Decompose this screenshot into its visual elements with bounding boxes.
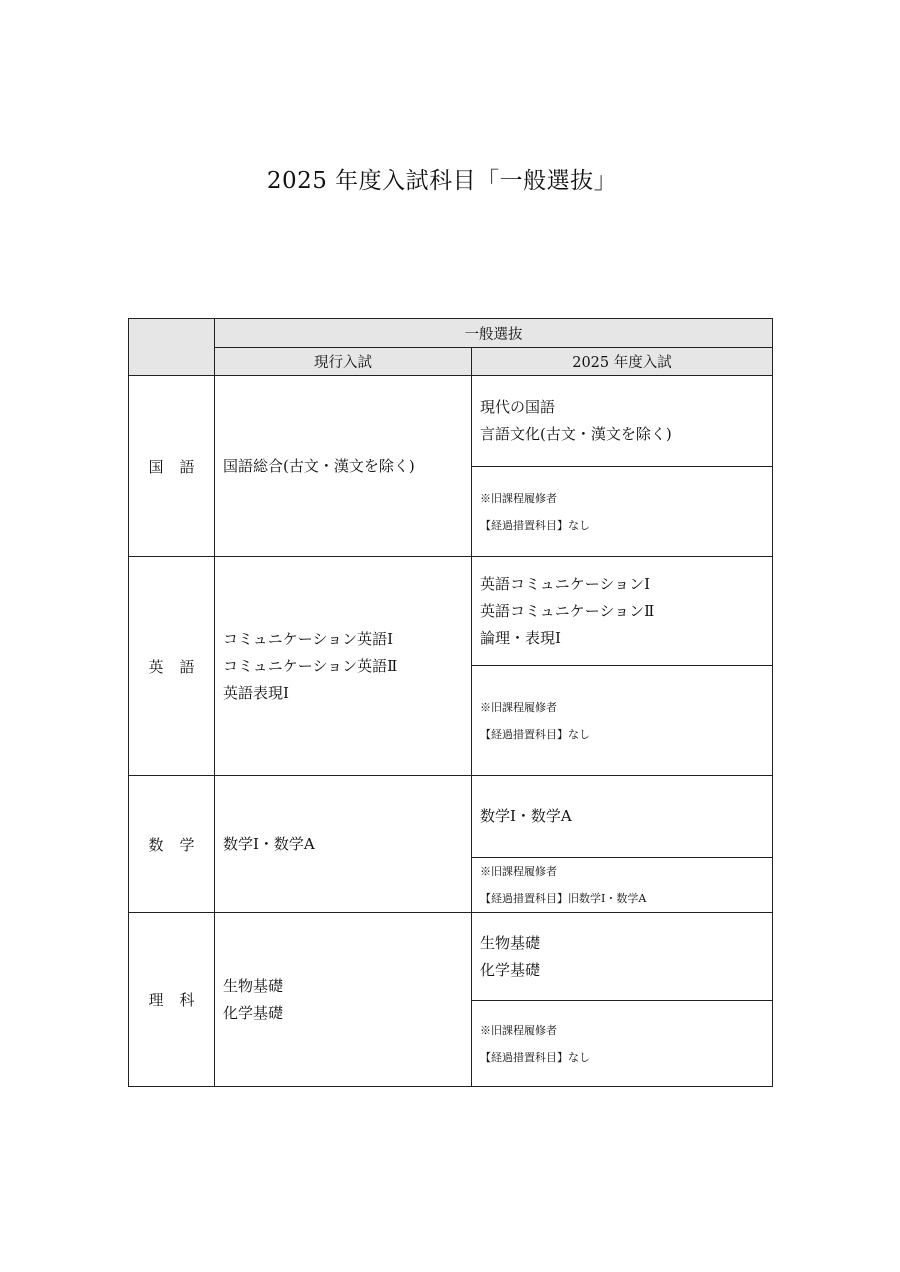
current-subjects-math [215, 776, 472, 913]
exam-subjects-table [128, 318, 773, 1087]
new-subject-item: 数学Ⅰ・数学A [480, 807, 572, 825]
new-subject-item: 英語コミュニケーションⅡ [480, 601, 655, 620]
new-subject-item: 言語文化(古文・漢文を除く) [480, 425, 672, 443]
old-curriculum-note-math [472, 858, 773, 913]
subject-math: 数学 [129, 776, 215, 913]
old-curriculum-note-science [472, 1001, 773, 1087]
old-curriculum-label: ※旧課程履修者 [480, 1023, 557, 1037]
old-curriculum-note-english [472, 666, 773, 776]
subject-science: 理科 [129, 913, 215, 1087]
corner-header-cell [129, 319, 215, 376]
old-curriculum-label: ※旧課程履修者 [480, 700, 557, 714]
old-curriculum-label: ※旧課程履修者 [480, 491, 557, 505]
transition-subjects: 【経過措置科目】なし [480, 727, 590, 741]
current-subjects-english [215, 557, 472, 776]
subject-japanese: 国語 [129, 376, 215, 557]
current-subject-item: 国語総合(古文・漢文を除く) [223, 456, 415, 475]
transition-subjects: 【経過措置科目】なし [480, 518, 590, 532]
new-subject-item: 論理・表現Ⅰ [480, 628, 561, 647]
new-subjects-science [472, 913, 773, 1001]
current-subject-item: 数学Ⅰ・数学A [223, 834, 315, 853]
current-subject-item: コミュニケーション英語Ⅰ [223, 629, 394, 648]
current-subject-item: 英語表現Ⅰ [223, 683, 289, 702]
transition-subjects: 【経過措置科目】なし [480, 1050, 590, 1064]
new-subjects-english [472, 557, 773, 666]
old-curriculum-label: ※旧課程履修者 [480, 865, 557, 878]
new-subjects-japanese [472, 376, 773, 467]
new-subject-item: 生物基礎 [480, 933, 541, 952]
page-title: 2025 年度入試科目「一般選抜」 [266, 168, 618, 194]
current-subjects-science [215, 913, 472, 1087]
new-subjects-math [472, 776, 773, 858]
new-subject-item: 英語コミュニケーションⅠ [480, 574, 651, 593]
group-header: 一般選抜 [215, 319, 773, 348]
current-subject-item: 化学基礎 [223, 1003, 284, 1022]
new-subject-item: 化学基礎 [480, 960, 541, 979]
transition-subjects: 【経過措置科目】旧数学Ⅰ・数学A [480, 892, 647, 905]
current-subjects-japanese [215, 376, 472, 557]
current-subject-item: 生物基礎 [223, 976, 284, 995]
current-subject-item: コミュニケーション英語Ⅱ [223, 656, 398, 675]
current-exam-header: 現行入試 [215, 348, 472, 376]
new-subject-item: 現代の国語 [480, 398, 556, 416]
subject-english: 英語 [129, 557, 215, 776]
exam-2025-header: 2025 年度入試 [472, 348, 773, 376]
old-curriculum-note-japanese [472, 467, 773, 557]
